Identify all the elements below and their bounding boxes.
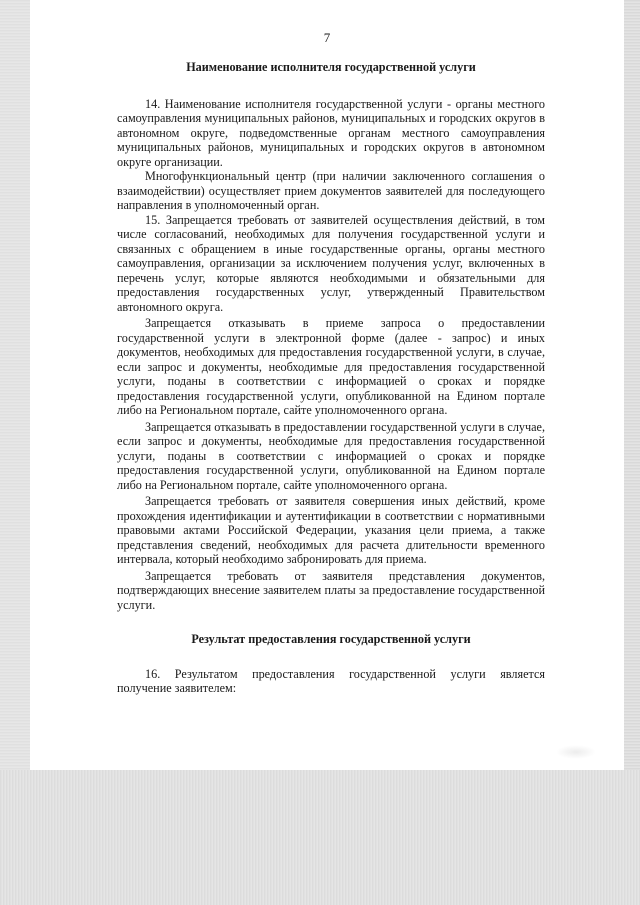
section-heading-result: Результат предоставления государственной услуги (191, 632, 471, 646)
paragraph-mfc: Многофункциональный центр (при наличии заключенного соглашения о взаимодействии) осуществляет прием документов заявителей для последующего направления в уполномоченный орган. (117, 169, 545, 212)
paragraph-refuse-service: Запрещается отказывать в предоставлении государственной услуги в случае, если запрос и документы, необходимые для предоставления государственной услуги, поданы в соответствии с информацией о сроках и порядке предоставления государственной услуги, опубликованной на Едином портале либо на Региональном портале, сайте уполномоченного органа. (117, 419, 545, 492)
paragraph-other-actions: Запрещается требовать от заявителя совершения иных действий, кроме прохождения идентификации и аутентификации в соответствии с нормативными правовыми актами Российской Федерации, указания цели приема, а также представления сведений, необходимых для расчета длительности временного интервала, который необходимо забронировать для приема. (117, 494, 545, 566)
scan-speck (556, 745, 596, 759)
paragraph-14: 14. Наименование исполнителя государственной услуги - органы местного самоуправления муниципальных районов, муниципальных и городских округов в автономном округе, подведомственные органам местного самоуправления муниципальных районов, муниципальных и городских округов в автономном округе организации. (117, 96, 545, 169)
page-number: 7 (323, 30, 331, 45)
paragraph-15: 15. Запрещается требовать от заявителей осуществления действий, в том числе согласований, необходимых для получения государственной услуги и связанных с обращением в иные государственные органы, органы местного самоуправления, организации за исключением получения услуг, включенных в перечень услуг, которые являются необходимыми и обязательными для предоставления государственных услуг, утвержденный Правительством автономного округа. (117, 212, 545, 314)
paragraph-refuse-request: Запрещается отказывать в приеме запроса о предоставлении государственной услуги в электронной форме (далее - запрос) и иных документов, необходимых для предоставления государственной услуги, в случае, если запрос и документы, необходимые для предоставления государственной услуги, поданы в соответствии с информацией о сроках и порядке предоставления государственной услуги, опубликованной на Едином портале либо на Региональном портале, сайте уполномоченного органа. (117, 316, 545, 417)
scan-edge-bottom (0, 770, 640, 905)
document-body (117, 60, 545, 696)
paragraph-16: 16. Результатом предоставления государственной услуги является получение заявителем: (117, 666, 545, 695)
section-heading-executor: Наименование исполнителя государственной услуги (186, 60, 476, 74)
paragraph-payment-docs: Запрещается требовать от заявителя представления документов, подтверждающих внесение заявителем платы за предоставление государственной услуги. (117, 568, 545, 612)
document-page (30, 0, 624, 770)
